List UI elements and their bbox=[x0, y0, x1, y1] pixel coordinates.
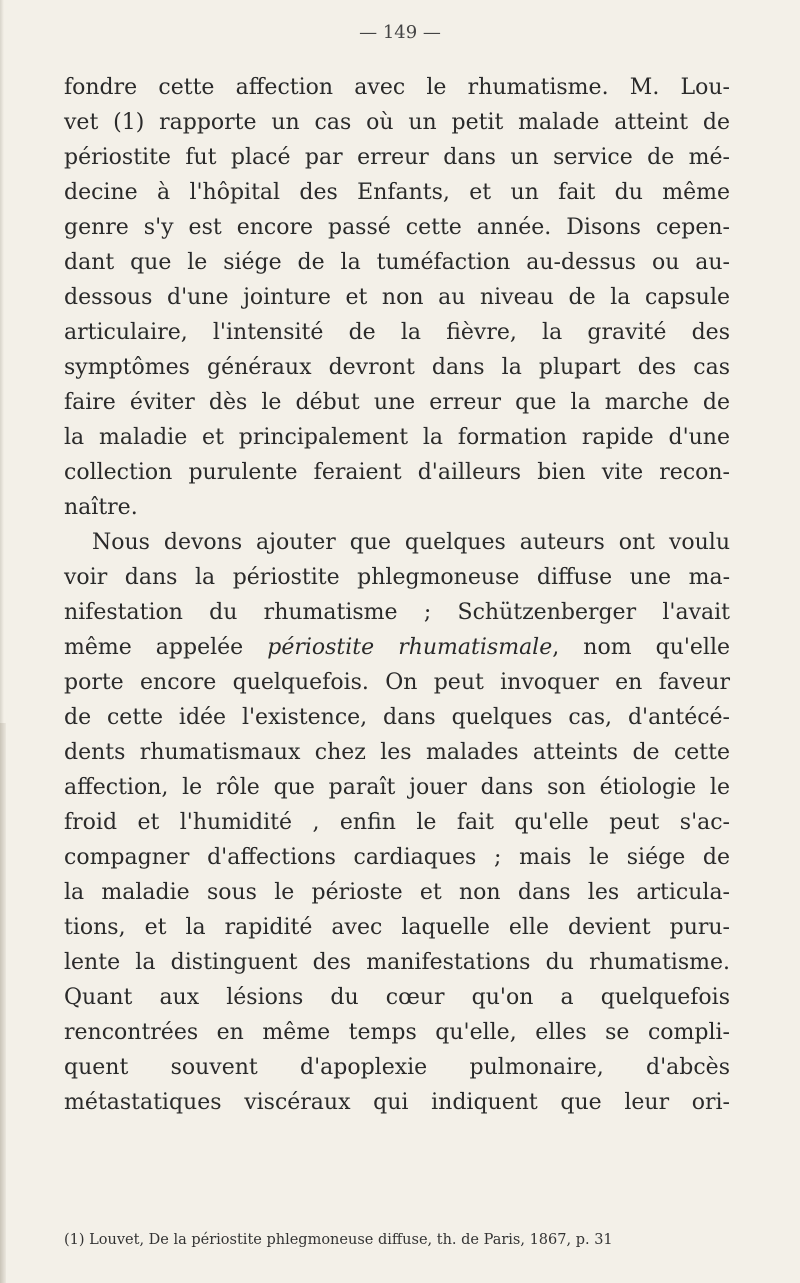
text-line-with-italic bbox=[64, 630, 730, 665]
text-segment: , nom qu'elle bbox=[552, 635, 731, 660]
text-line: naître. bbox=[64, 495, 138, 520]
text-line: quent souvent d'apoplexie pulmonaire, d'abcès bbox=[64, 1055, 730, 1080]
text-line: porte encore quelquefois. On peut invoquer en faveur bbox=[64, 670, 730, 695]
text-line: rencontrées en même temps qu'elle, elles se compli- bbox=[64, 1020, 730, 1045]
text-line: dents rhumatismaux chez les malades atteints de cette bbox=[64, 740, 730, 765]
text-line: de cette idée l'existence, dans quelques cas, d'antécé- bbox=[64, 705, 730, 730]
text-line: la maladie sous le périoste et non dans les articula- bbox=[64, 880, 730, 905]
text-line: périostite fut placé par erreur dans un service de mé- bbox=[64, 145, 730, 170]
text-line: lente la distinguent des manifestations du rhumatisme. bbox=[64, 950, 730, 975]
text-line: métastatiques viscéraux qui indiquent que leur ori- bbox=[64, 1090, 730, 1115]
text-line: dessous d'une jointure et non au niveau de la capsule bbox=[64, 285, 730, 310]
text-line: froid et l'humidité , enfin le fait qu'elle peut s'ac- bbox=[64, 810, 730, 835]
text-line: genre s'y est encore passé cette année. Disons cepen- bbox=[64, 215, 730, 240]
text-line: la maladie et principalement la formation rapide d'une bbox=[64, 425, 730, 450]
page-number: — 149 — bbox=[359, 22, 441, 43]
text-line: nifestation du rhumatisme ; Schützenberger l'avait bbox=[64, 600, 730, 625]
paragraph-start-line: Nous devons ajouter que quelques auteurs ont voulu bbox=[92, 530, 730, 555]
text-line: voir dans la périostite phlegmoneuse diffuse une ma- bbox=[64, 565, 730, 590]
text-line: affection, le rôle que paraît jouer dans son étiologie le bbox=[64, 775, 730, 800]
text-line: collection purulente feraient d'ailleurs bien vite recon- bbox=[64, 460, 730, 485]
text-line: tions, et la rapidité avec laquelle elle devient puru- bbox=[64, 915, 730, 940]
text-line: fondre cette affection avec le rhumatisme. M. Lou- bbox=[64, 75, 730, 100]
text-line: compagner d'affections cardiaques ; mais le siége de bbox=[64, 845, 730, 870]
text-line: vet (1) rapporte un cas où un petit malade atteint de bbox=[64, 110, 730, 135]
text-line: faire éviter dès le début une erreur que la marche de bbox=[64, 390, 730, 415]
text-segment: même appelée bbox=[64, 635, 268, 660]
italic-term: périostite rhumatismale bbox=[267, 635, 553, 660]
body-text bbox=[64, 70, 730, 1120]
text-line: articulaire, l'intensité de la fièvre, la gravité des bbox=[64, 320, 730, 345]
text-line: symptômes généraux devront dans la plupart des cas bbox=[64, 355, 730, 380]
footnote: (1) Louvet, De la périostite phlegmoneuse diffuse, th. de Paris, 1867, p. 31 bbox=[64, 1232, 613, 1248]
binding-shadow bbox=[0, 723, 6, 1283]
text-line: Quant aux lésions du cœur qu'on a quelquefois bbox=[64, 985, 730, 1010]
text-line: dant que le siége de la tuméfaction au-dessus ou au- bbox=[64, 250, 730, 275]
text-line: decine à l'hôpital des Enfants, et un fait du même bbox=[64, 180, 730, 205]
